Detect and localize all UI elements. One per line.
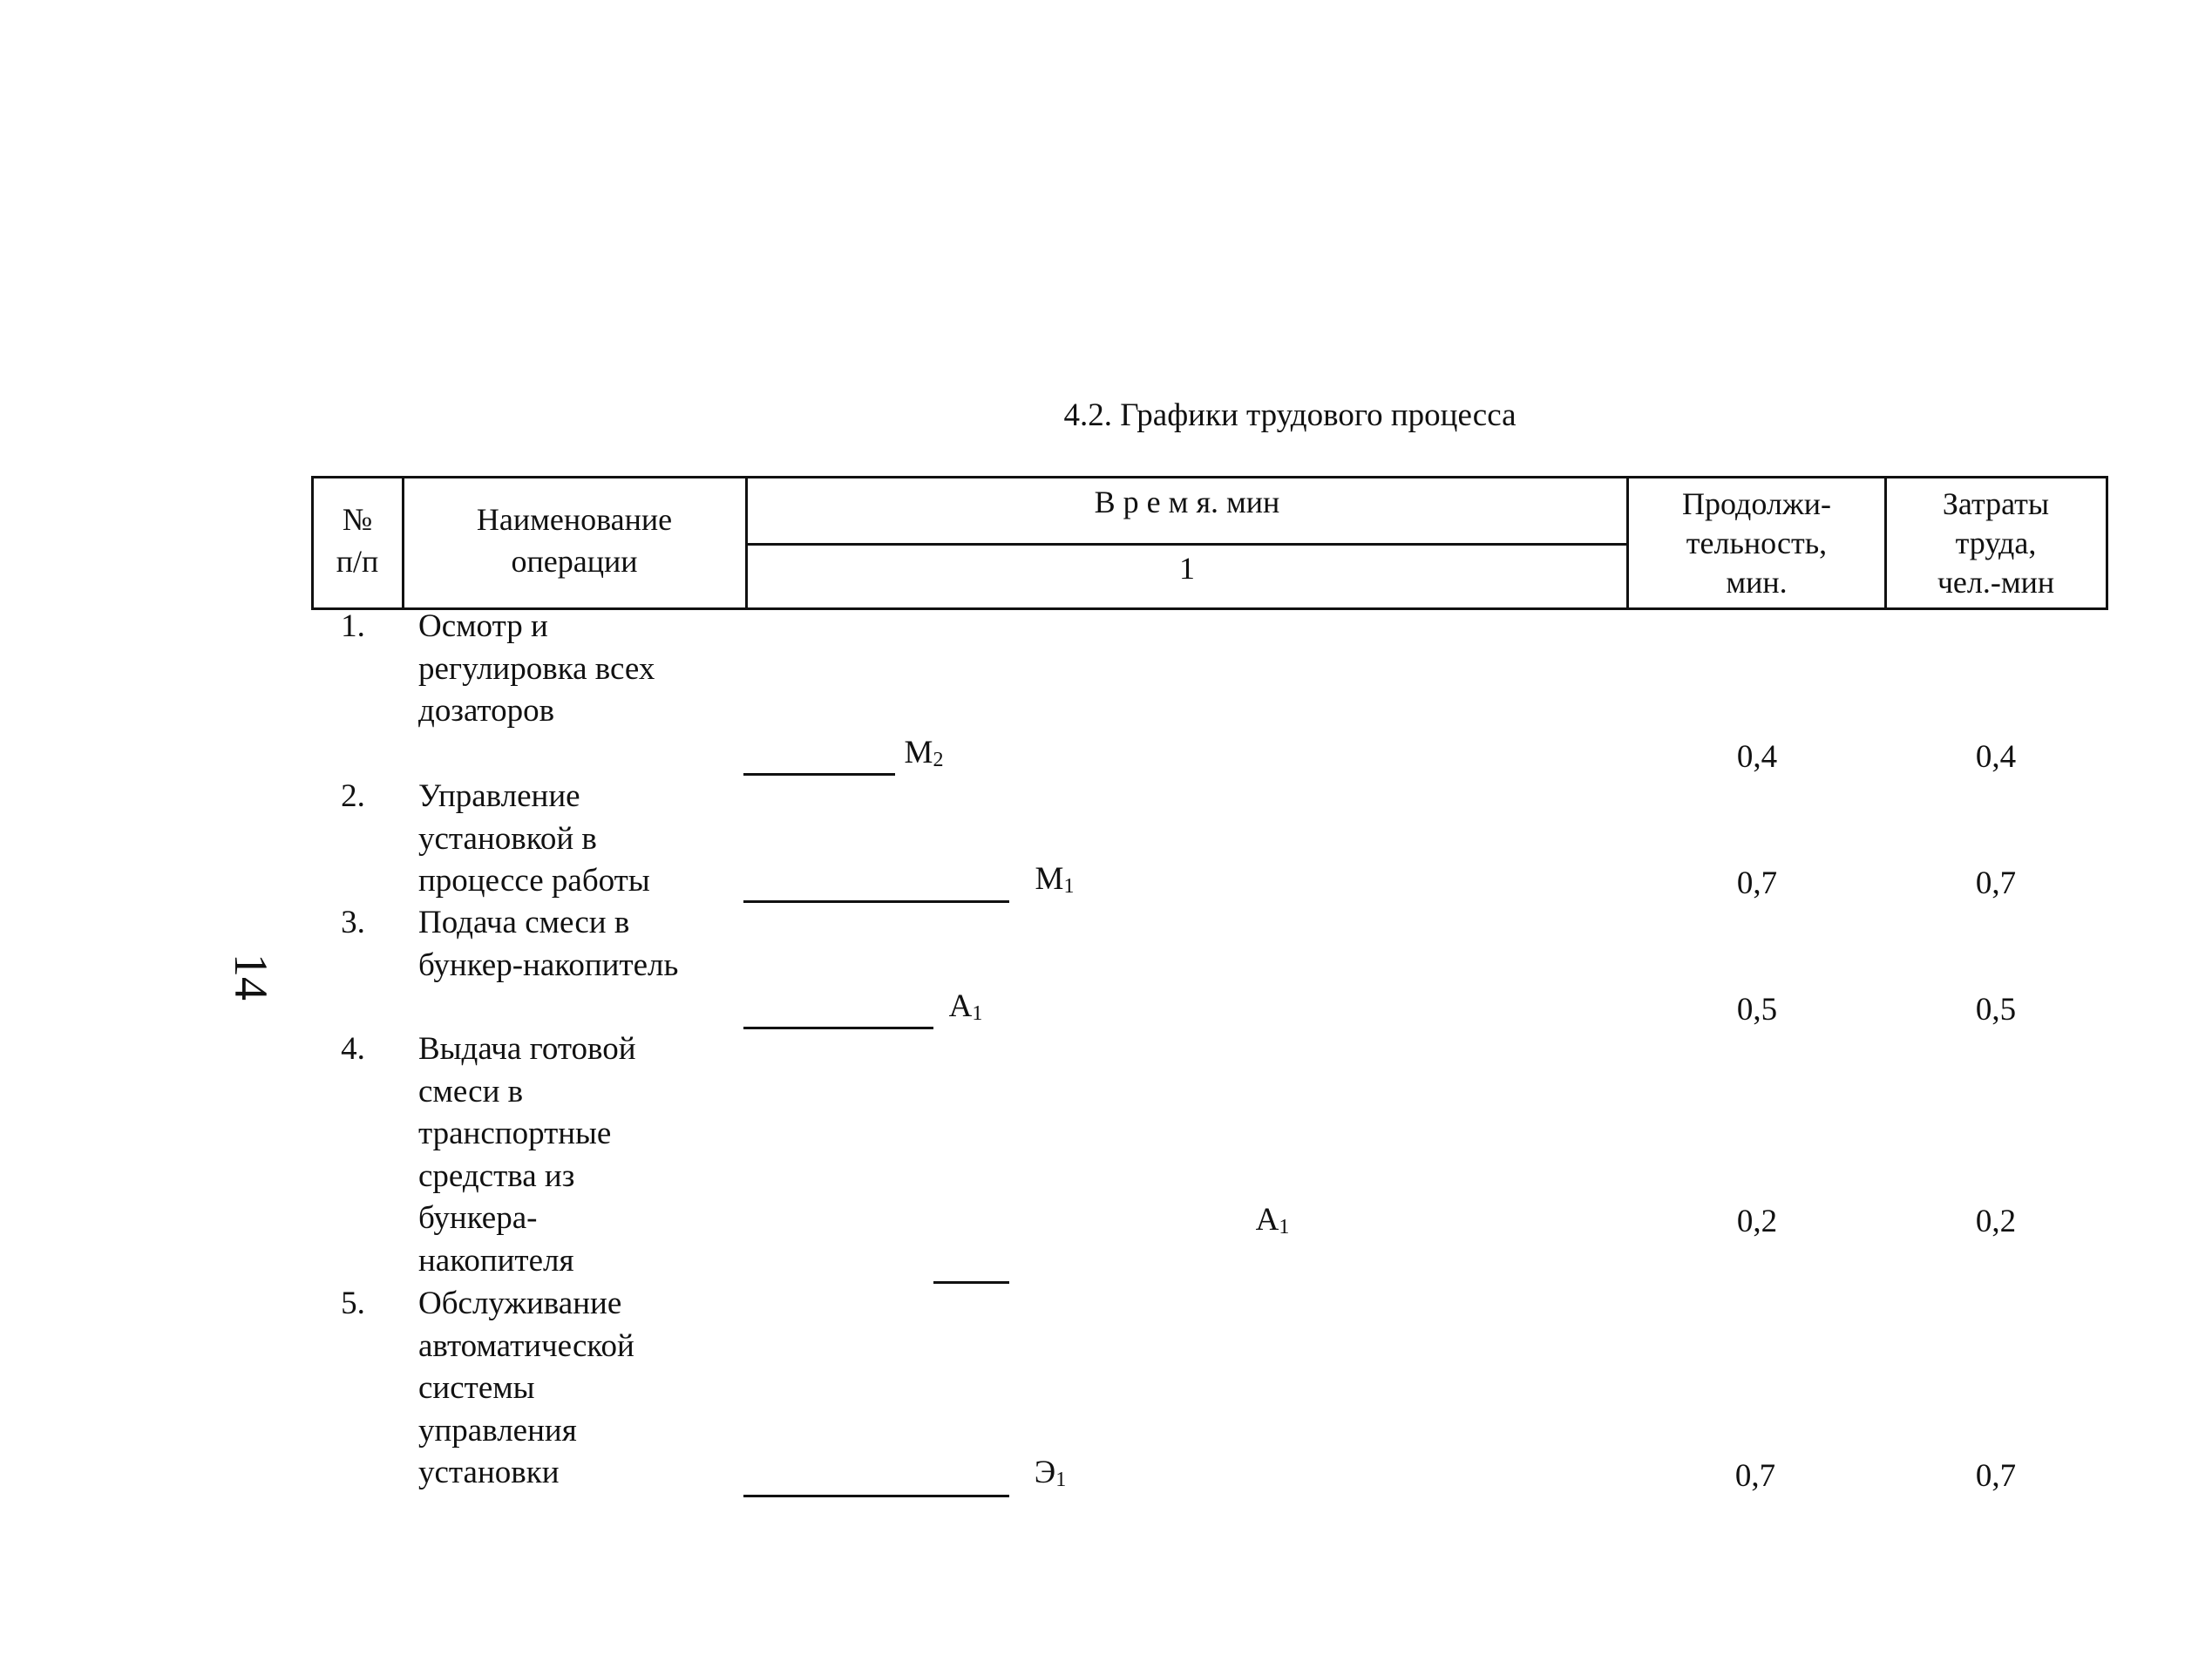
row-number: 4. [341, 1031, 365, 1067]
time-bar [933, 1281, 1009, 1284]
time-bar [743, 1027, 933, 1029]
time-subdivider-rule [745, 543, 1627, 546]
operation-name: Управление установкой в процессе работы [418, 778, 650, 899]
operation-name: Осмотр и регулировка всех дозаторов [418, 608, 655, 729]
worker-label: $А_1$ [948, 988, 983, 1025]
row-number: 1. [341, 608, 365, 644]
operation-name: Подача смеси в бункер-накопитель [418, 905, 679, 983]
duration-value: 0,7 [1736, 865, 1778, 901]
labor-value: 0,4 [1975, 739, 2017, 775]
duration-value: 0,5 [1736, 992, 1778, 1028]
duration-value: 0,4 [1736, 739, 1778, 775]
worker-label: $Э_1$ [1034, 1455, 1067, 1491]
worker-label: $А_1$ [1255, 1202, 1290, 1238]
page-number: 14 [225, 953, 277, 1001]
time-bar [743, 773, 895, 776]
header-duration: Продолжи- тельность, мин. [1682, 486, 1831, 600]
labor-value: 0,2 [1975, 1204, 2017, 1239]
duration-value: 0,2 [1736, 1204, 1778, 1239]
header-time: В р е м я. мин [1094, 485, 1280, 519]
worker-label: $М_2$ [904, 735, 944, 771]
labor-value: 0,7 [1975, 865, 2017, 901]
row-number: 3. [341, 905, 365, 940]
document-title: 4.2. Графики трудового процесса [1063, 397, 1517, 433]
labor-value: 0,7 [1975, 1458, 2017, 1494]
header-name: Наименование операции [476, 502, 673, 579]
operation-name: Выдача готовой смеси в транспортные средства из бункера- накопителя [418, 1031, 636, 1279]
operation-name: Обслуживание автоматической системы управления установки [418, 1286, 634, 1490]
header-time-scale: 1 [1179, 551, 1195, 586]
header-labor: Затраты труда, чел.-мин [1937, 486, 2055, 600]
header-border [2106, 476, 2108, 610]
header-top-rule [311, 476, 2108, 478]
time-bar [743, 900, 1009, 903]
header-num: № п/п [336, 502, 379, 579]
row-number: 5. [341, 1286, 365, 1321]
labor-value: 0,5 [1975, 992, 2017, 1028]
time-bar [743, 1495, 1009, 1497]
duration-value: 0,7 [1734, 1458, 1776, 1494]
worker-label: $М_1$ [1035, 861, 1075, 898]
row-number: 2. [341, 778, 365, 814]
